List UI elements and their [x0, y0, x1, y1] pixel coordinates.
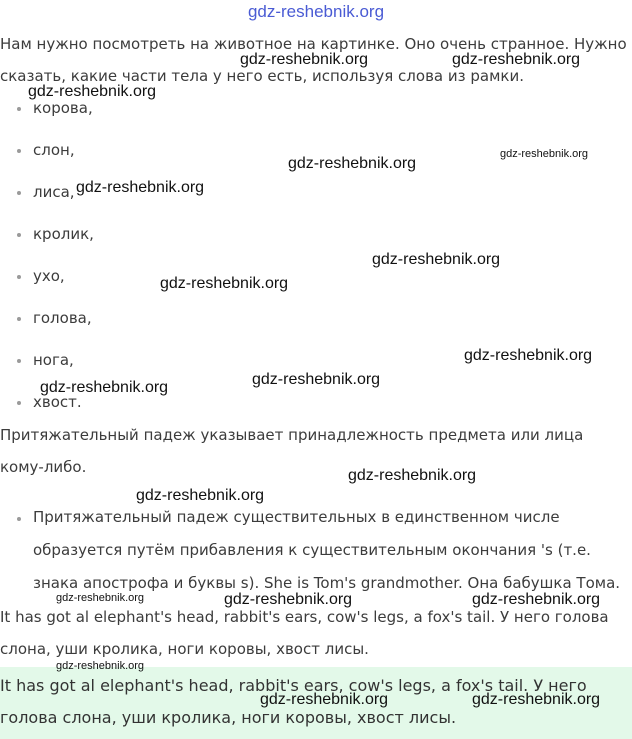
- watermark: gdz-reshebnik.org: [136, 487, 265, 504]
- word-list-item: хвост.: [0, 385, 94, 427]
- watermark: gdz-reshebnik.org: [372, 251, 501, 268]
- watermark: gdz-reshebnik.org: [252, 371, 381, 388]
- watermark: gdz-reshebnik.org: [500, 148, 589, 160]
- word-list-item: нога,: [0, 343, 94, 385]
- task-intro: Нам нужно посмотреть на животное на картинке. Оно очень странное. Нужно сказать, какие части тела у него есть, используя слова из рамки.: [0, 35, 627, 85]
- watermark: gdz-reshebnik.org: [224, 591, 353, 608]
- word-list-item: голова,: [0, 301, 94, 343]
- watermark: gdz-reshebnik.org: [288, 155, 417, 172]
- watermark: gdz-reshebnik.org: [348, 467, 477, 484]
- word-list: [0, 91, 94, 427]
- watermark: gdz-reshebnik.org: [56, 592, 145, 604]
- watermark: gdz-reshebnik.org: [472, 591, 601, 608]
- word-list-item: кролик,: [0, 217, 94, 259]
- watermark: gdz-reshebnik.org: [472, 691, 601, 708]
- example-text: It has got al elephant's head, rabbit's ears, cow's legs, a fox's tail. У него голова слона, уши кролика, ноги коровы, хвост лисы.: [0, 608, 609, 658]
- answer-text: It has got al elephant's head, rabbit's ears, cow's legs, a fox's tail. У него голова слона, уши кролика, ноги коровы, хвост лисы.: [0, 676, 587, 727]
- watermark: gdz-reshebnik.org: [76, 179, 205, 196]
- watermark: gdz-reshebnik.org: [260, 691, 389, 708]
- watermark: gdz-reshebnik.org: [452, 51, 581, 68]
- watermark: gdz-reshebnik.org: [160, 275, 289, 292]
- word-list-item: корова,: [0, 91, 94, 133]
- watermark: gdz-reshebnik.org: [40, 379, 169, 396]
- grammar-intro: Притяжательный падеж указывает принадлежность предмета или лица кому-либо.: [0, 426, 584, 476]
- word-list-item: ухо,: [0, 259, 94, 301]
- watermark: gdz-reshebnik.org: [464, 347, 593, 364]
- grammar-rule: Притяжательный падеж существительных в единственном числе образуется путём прибавления к существительным окончания 's (т.е. знака апострофа и буквы s). She is Tom's grandmother. Она бабушка Тома.: [0, 501, 628, 600]
- word-list-item: лиса,: [0, 175, 94, 217]
- word-list-item: слон,: [0, 133, 94, 175]
- watermark: gdz-reshebnik.org: [240, 51, 369, 68]
- watermark: gdz-reshebnik.org: [56, 660, 145, 672]
- site-header-link[interactable]: gdz-reshebnik.org: [247, 2, 385, 21]
- watermark: gdz-reshebnik.org: [28, 83, 157, 100]
